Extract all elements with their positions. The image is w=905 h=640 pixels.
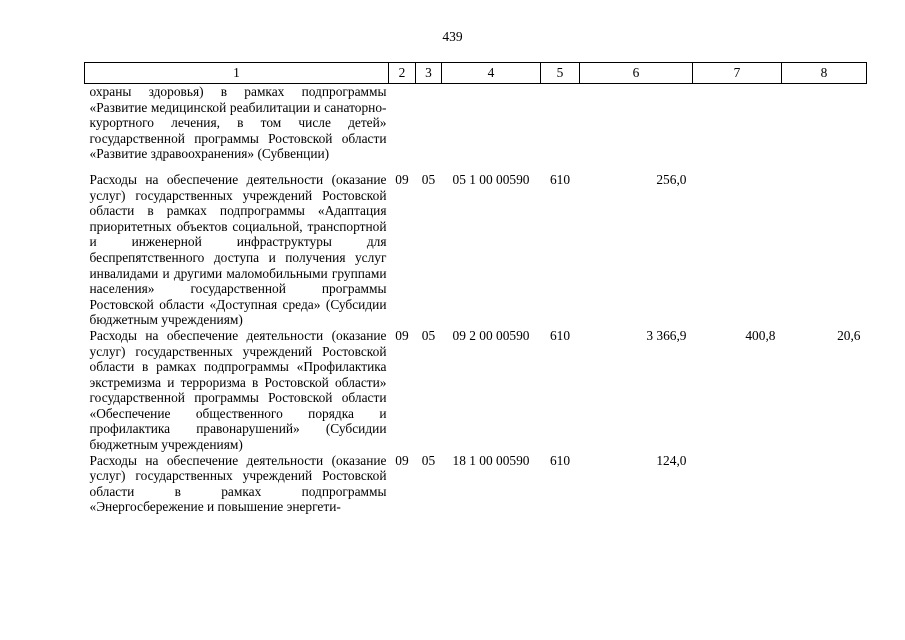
header-col-6: 6	[580, 63, 693, 84]
row-csr: 09 2 00 00590	[452, 327, 530, 343]
row-pr: 05	[421, 452, 436, 468]
row-amount-2: 400,8	[745, 327, 776, 343]
row-amount-1: 256,0	[656, 171, 687, 187]
row-vr: 610	[549, 452, 571, 468]
header-col-1: 1	[85, 63, 389, 84]
header-col-8: 8	[782, 63, 867, 84]
row-amount-2	[693, 84, 782, 172]
row-rz: 09	[395, 171, 409, 187]
row-pr: 05	[421, 171, 436, 187]
table-header	[85, 63, 867, 84]
page-number: 439	[442, 29, 463, 44]
header-row	[85, 63, 867, 84]
table-body	[85, 84, 867, 516]
row-amount-2	[693, 172, 782, 328]
row-amount-2	[693, 453, 782, 515]
row-description: Расходы на обеспечение деятельности (оказание услуг) государственных учреждений Ростовской области в рамках подпрограммы «Профилактика экстремизма и терроризма в Ростовской области» государственной программы Ростовской области «Обеспечение общественного порядка и профилактика правонарушений» (Субсидии бюджетным учреждениям)	[89, 327, 387, 453]
row-csr: 05 1 00 00590	[452, 171, 530, 187]
header-col-4: 4	[442, 63, 541, 84]
table-row	[85, 328, 867, 453]
row-vr: 610	[549, 171, 571, 187]
row-csr	[442, 84, 541, 172]
table-row	[85, 453, 867, 515]
budget-table	[84, 62, 867, 515]
header-col-5: 5	[541, 63, 580, 84]
row-amount-1: 3 366,9	[646, 327, 687, 343]
row-amount-1	[580, 84, 693, 172]
row-vr: 610	[549, 327, 571, 343]
header-col-3: 3	[416, 63, 442, 84]
row-rz	[389, 84, 416, 172]
row-description: Расходы на обеспечение деятельности (оказание услуг) государственных учреждений Ростовской области в рамках подпрограммы «Энергосбережение и повышение энергети-	[89, 452, 387, 515]
row-vr	[541, 84, 580, 172]
table-row	[85, 172, 867, 328]
row-amount-3	[782, 84, 867, 172]
row-pr: 05	[421, 327, 436, 343]
row-amount-3	[782, 172, 867, 328]
row-pr	[416, 84, 442, 172]
row-description: Расходы на обеспечение деятельности (оказание услуг) государственных учреждений Ростовской области в рамках подпрограммы «Адаптация приоритетных объектов социальной, транспортной и инженерной инфраструктуры для беспрепятственного доступа и получения услуг инвалидами и другими маломобильными группами населения» государственной программы Ростовской области «Доступная среда» (Субсидии бюджетным учреждениям)	[89, 171, 387, 328]
header-col-7: 7	[693, 63, 782, 84]
row-rz: 09	[395, 452, 409, 468]
row-csr: 18 1 00 00590	[452, 452, 530, 468]
row-amount-1: 124,0	[656, 452, 687, 468]
header-col-2: 2	[389, 63, 416, 84]
table-row	[85, 84, 867, 172]
row-amount-3: 20,6	[837, 327, 861, 343]
row-description: охраны здоровья) в рамках подпрограммы «Развитие медицинской реабилитации и санаторно-курортного лечения, в том числе детей» государственной программы Ростовской области «Развитие здравоохранения» (Субвенции)	[89, 84, 387, 162]
row-amount-3	[782, 453, 867, 515]
row-rz: 09	[395, 327, 409, 343]
